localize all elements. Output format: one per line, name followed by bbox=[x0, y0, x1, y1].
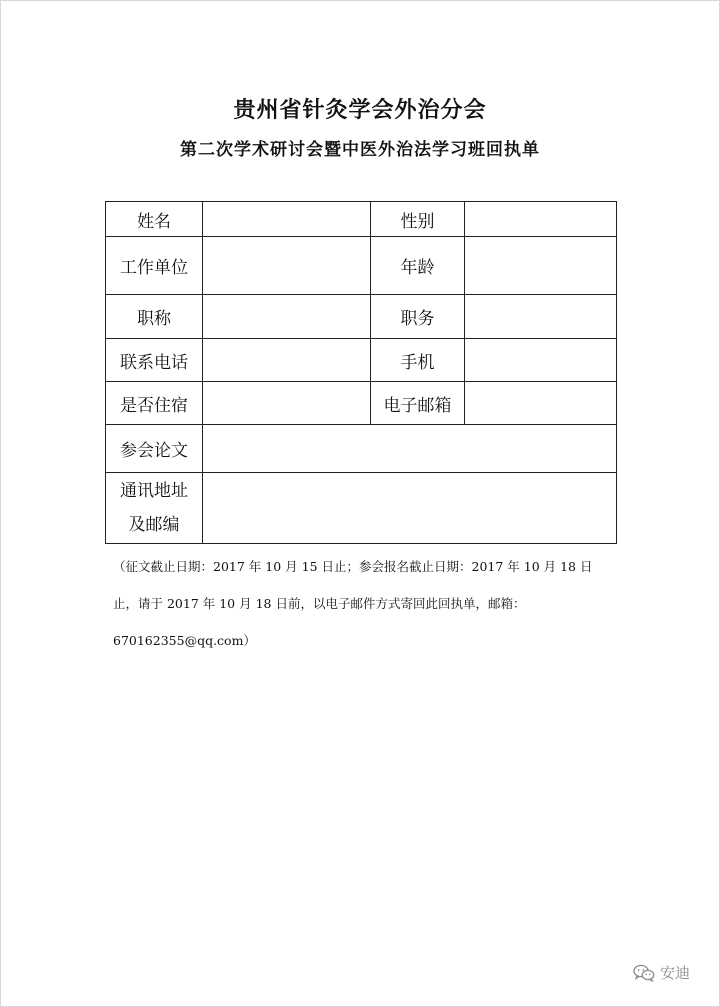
label-address-line2: 及邮编 bbox=[128, 515, 180, 535]
receipt-form-table bbox=[105, 201, 617, 544]
label-email: 电子邮箱 bbox=[371, 382, 465, 425]
label-workplace: 工作单位 bbox=[106, 237, 203, 295]
field-workplace[interactable] bbox=[203, 237, 371, 295]
field-paper[interactable] bbox=[203, 425, 617, 473]
form-row-address bbox=[106, 473, 617, 544]
form-row-workplace bbox=[106, 237, 617, 295]
label-lodging: 是否住宿 bbox=[106, 382, 203, 425]
document-title: 贵州省针灸学会外治分会 bbox=[233, 98, 487, 123]
note-line-2: 止，请于 2017 年 10 月 18 日前，以电子邮件方式寄回此回执单，邮箱： bbox=[113, 596, 526, 611]
label-professional-title: 职称 bbox=[106, 295, 203, 339]
document-subtitle: 第二次学术研讨会暨中医外治法学习班回执单 bbox=[180, 140, 540, 160]
field-name[interactable] bbox=[203, 202, 371, 237]
field-position[interactable] bbox=[465, 295, 617, 339]
label-name: 姓名 bbox=[106, 202, 203, 237]
field-age[interactable] bbox=[465, 237, 617, 295]
note-line-3: 670162355@qq.com） bbox=[113, 633, 256, 648]
wechat-watermark bbox=[633, 962, 690, 983]
wechat-icon bbox=[633, 964, 655, 982]
form-row-lodging bbox=[106, 382, 617, 425]
field-address[interactable] bbox=[203, 473, 617, 544]
note-line-1: （征文截止日期：2017 年 10 月 15 日止；参会报名截止日期：2017 年 10 月 18 日 bbox=[113, 559, 593, 574]
deadline-note bbox=[113, 548, 623, 659]
form-row-phone bbox=[106, 339, 617, 382]
form-row-paper bbox=[106, 425, 617, 473]
label-position: 职务 bbox=[371, 295, 465, 339]
label-age: 年龄 bbox=[371, 237, 465, 295]
label-mobile: 手机 bbox=[371, 339, 465, 382]
label-paper: 参会论文 bbox=[106, 425, 203, 473]
field-professional-title[interactable] bbox=[203, 295, 371, 339]
watermark-text: 安迪 bbox=[659, 964, 690, 982]
field-phone[interactable] bbox=[203, 339, 371, 382]
label-phone: 联系电话 bbox=[106, 339, 203, 382]
field-gender[interactable] bbox=[465, 202, 617, 237]
form-row-name bbox=[106, 202, 617, 237]
field-email[interactable] bbox=[465, 382, 617, 425]
label-address-line1: 通讯地址 bbox=[120, 481, 188, 501]
label-address bbox=[106, 473, 203, 544]
field-mobile[interactable] bbox=[465, 339, 617, 382]
form-row-title bbox=[106, 295, 617, 339]
field-lodging[interactable] bbox=[203, 382, 371, 425]
label-gender: 性别 bbox=[371, 202, 465, 237]
